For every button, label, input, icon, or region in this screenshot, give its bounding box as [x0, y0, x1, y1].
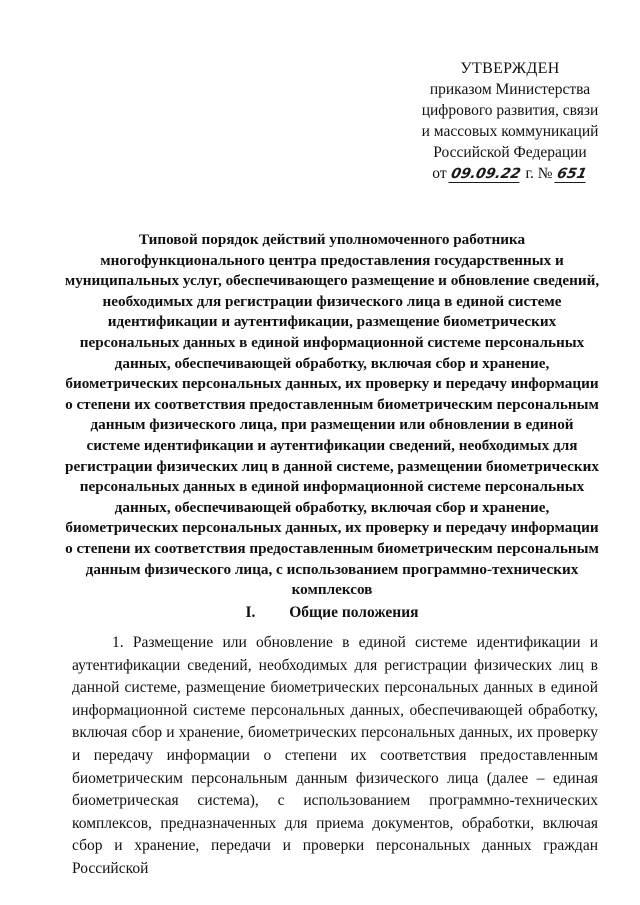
- section-number: I.: [245, 604, 256, 621]
- paragraph-1: 1. Размещение или обновление в единой системе идентификации и аутентификации сведений, необходимых для регистрации физических лиц в данной системе, размещение биометрических персональных данных в единой информационной системе персональных данных, обеспечивающей обработку, включая сбор и хранение, биометрических персональных данных, их проверку и передачу информации о степени их соответствия предоставленным биометрическим персональным данным физического лица (далее – единая биометрическая система), с использованием программно-технических комплексов, предназначенных для приема документов, обработки, включая сбор и хранение, передачи и проверки персональных данных граждан Российской: [72, 634, 598, 877]
- section-title: Общие положения: [289, 604, 419, 621]
- approval-title: УТВЕРЖДЕН: [460, 60, 560, 77]
- handwritten-order-number: 651: [555, 166, 589, 182]
- document-title: Типовой порядок действий уполномоченного работника многофункционального центра предоставления государственных и муниципальных услуг, обеспечивающего размещение и обновление сведений, необходимых для регистрации физического лица в единой системе идентификации и аутентификации, размещение биометрических персональных данных в единой информационной системе персональных данных, обеспечивающей обработку, включая сбор и хранение, биометрических персональных данных, их проверку и передачу информации о степени их соответствия предоставленным биометрическим персональным данным физического лица, при размещении или обновлении в единой системе идентификации и аутентификации сведений, необходимых для регистрации физических лиц в данной системе, размещении биометрических персональных данных в единой информационной системе персональных данных, обеспечивающей обработку, включая сбор и хранение, биометрических персональных данных, их проверку и передачу информации о степени их соответствия предоставленным биометрическим персональным данным физического лица, с использованием программно-технических комплексов: [64, 231, 600, 599]
- approval-line-3: и массовых коммуникаций: [421, 123, 599, 140]
- section-heading: [64, 604, 600, 622]
- approval-line-2: цифрового развития, связи: [421, 102, 599, 119]
- approval-line-1: приказом Министерства: [429, 81, 591, 98]
- approval-date-line: [410, 163, 610, 184]
- date-prefix: от: [432, 165, 447, 182]
- approval-line-4: Российской Федерации: [433, 144, 587, 161]
- handwritten-date: 09.09.22: [449, 166, 523, 182]
- approval-stamp: [410, 58, 610, 184]
- order-number-prefix: г. №: [525, 165, 553, 182]
